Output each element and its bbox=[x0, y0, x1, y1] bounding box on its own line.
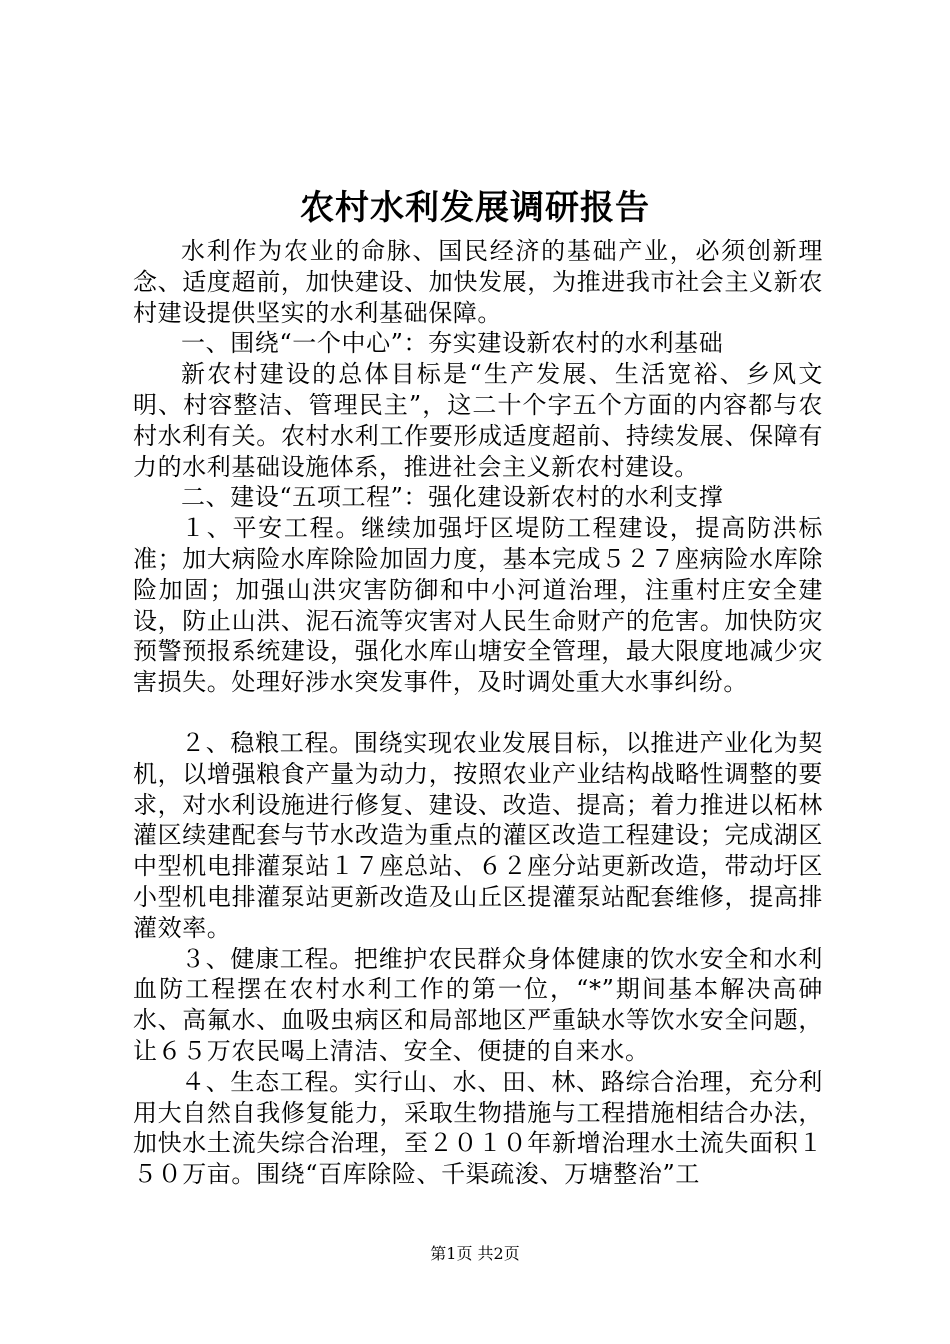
section-heading-two: 二、建设“五项工程”：强化建设新农村的水利支撑 bbox=[181, 483, 724, 512]
section-heading-one: 一、围绕“一个中心”：夯实建设新农村的水利基础 bbox=[181, 329, 724, 358]
item-ecology-project: ４、生态工程。实行山、水、田、林、路综合治理，充分利用大自然自我修复能力，采取生物措施与工程措施相结合办法，加快水土流失综合治理，至２０１０年新增治理水土流失面积１５０万亩。围绕“百库除险、千渠疏浚、万塘整治”工 bbox=[133, 1067, 823, 1189]
item-health-project: ３、健康工程。把维护农民群众身体健康的饮水安全和水利血防工程摆在农村水利工作的第一位，“*”期间基本解决高砷水、高氟水、血吸虫病区和局部地区严重缺水等饮水安全问题，让６５万农民喝上清洁、安全、便捷的自来水。 bbox=[133, 944, 823, 1065]
section-one-paragraph: 新农村建设的总体目标是“生产发展、生活宽裕、乡风文明、村容整洁、管理民主”，这二十个字五个方面的内容都与农村水利有关。农村水利工作要形成适度超前、持续发展、保障有力的水利基础设施体系，推进社会主义新农村建设。 bbox=[133, 360, 823, 481]
page-footer: 第1页 共2页 bbox=[430, 1244, 520, 1263]
document-title: 农村水利发展调研报告 bbox=[300, 188, 650, 228]
item-safety-project: １、平安工程。继续加强圩区堤防工程建设，提高防洪标准；加大病险水库除险加固力度，基本完成５２７座病险水库除险加固；加强山洪灾害防御和中小河道治理，注重村庄安全建设，防止山洪、泥石流等灾害对人民生命财产的危害。加快防灾预警预报系统建设，强化水库山塘安全管理，最大限度地减少灾害损失。处理好涉水突发事件，及时调处重大水事纠纷。 bbox=[133, 514, 823, 697]
document-body bbox=[133, 236, 823, 1190]
item-grain-project: ２、稳粮工程。围绕实现农业发展目标，以推进产业化为契机，以增强粮食产量为动力，按照农业产业结构战略性调整的要求，对水利设施进行修复、建设、改造、提高；着力推进以柘林灌区续建配套与节水改造为重点的灌区改造工程建设；完成湖区中型机电排灌泵站１７座总站、６２座分站更新改造，带动圩区小型机电排灌泵站更新改造及山丘区提灌泵站配套维修，提高排灌效率。 bbox=[133, 728, 823, 942]
intro-paragraph: 水利作为农业的命脉、国民经济的基础产业，必须创新理念、适度超前，加快建设、加快发展，为推进我市社会主义新农村建设提供坚实的水利基础保障。 bbox=[133, 237, 823, 327]
